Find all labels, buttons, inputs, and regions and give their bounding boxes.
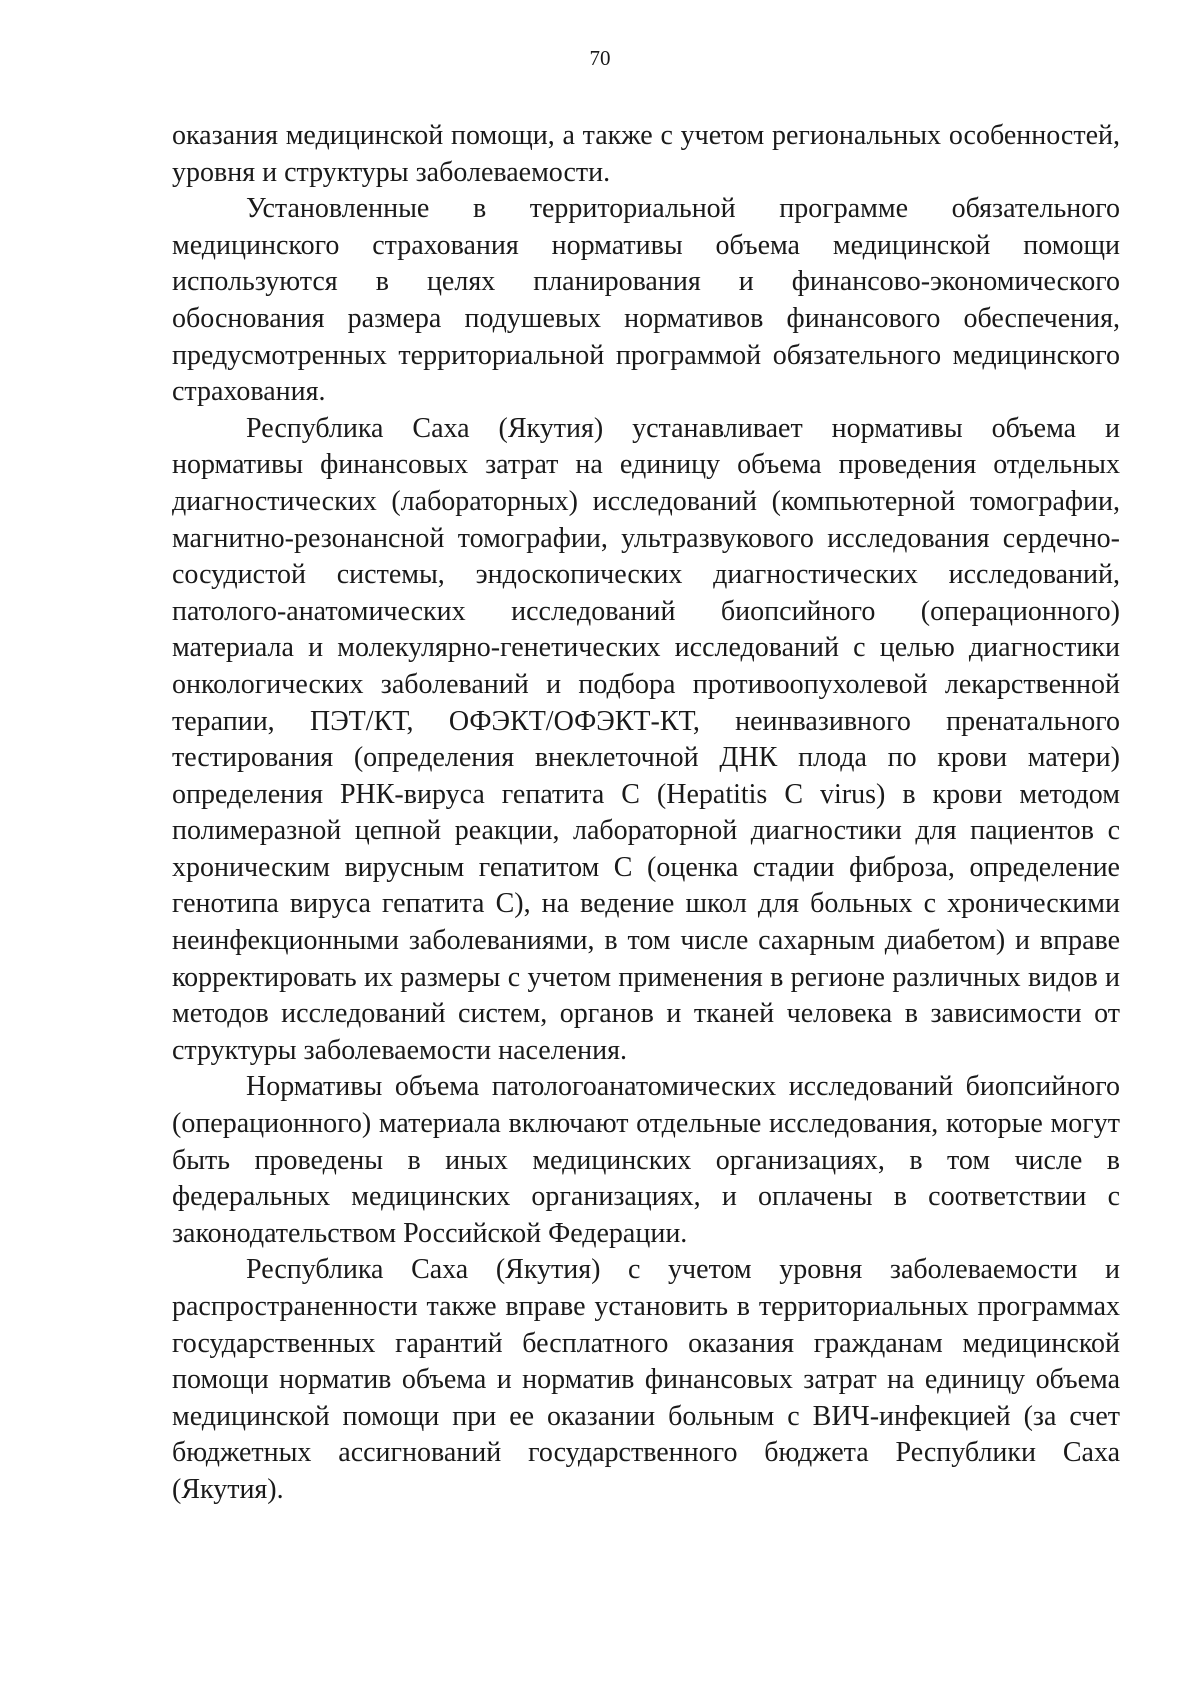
- paragraph-hiv-care: Республика Саха (Якутия) с учетом уровня заболеваемости и распространенности также вправе установить в территориальных программах государственных гарантий бесплатного оказания гражданам медицинской помощи норматив объема и норматив финансовых затрат на единицу объема медицинской помощи при ее оказании больным с ВИЧ-инфекцией (за счет бюджетных ассигнований государственного бюджета Республики Саха (Якутия).: [172, 1254, 1120, 1505]
- document-body: [172, 118, 1120, 1509]
- paragraph-diagnostic-studies: Республика Саха (Якутия) устанавливает нормативы объема и нормативы финансовых затрат на единицу объема проведения отдельных диагностических (лабораторных) исследований (компьютерной томографии, магнитно-резонансной томографии, ультразвукового исследования сердечно-сосудистой системы, эндоскопических диагностических исследований, патолого-анатомических исследований биопсийного (операционного) материала и молекулярно-генетических исследований с целью диагностики онкологических заболеваний и подбора противоопухолевой лекарственной терапии, ПЭТ/КТ, ОФЭКТ/ОФЭКТ-КТ, неинвазивного пренатального тестирования (определения внеклеточной ДНК плода по крови матери) определения РНК-вируса гепатита С (Hepatitis C virus) в крови методом полимеразной цепной реакции, лабораторной диагностики для пациентов с хроническим вирусным гепатитом С (оценка стадии фиброза, определение генотипа вируса гепатита С), на ведение школ для больных с хроническими неинфекционными заболеваниями, в том числе сахарным диабетом) и вправе корректировать их размеры с учетом применения в регионе различных видов и методов исследований систем, органов и тканей человека в зависимости от структуры заболеваемости населения.: [172, 412, 1120, 1066]
- paragraph-continuation: оказания медицинской помощи, а также с учетом региональных особенностей, уровня и структуры заболеваемости.: [172, 120, 1120, 188]
- paragraph-pathology-studies: Нормативы объема патологоанатомических исследований биопсийного (операционного) материала включают отдельные исследования, которые могут быть проведены в иных медицинских организациях, в том числе в федеральных медицинских организациях, и оплачены в соответствии с законодательством Российской Федерации.: [172, 1071, 1120, 1249]
- paragraph-oms-normatives: Установленные в территориальной программе обязательного медицинского страхования нормативы объема медицинской помощи используются в целях планирования и финансово-экономического обоснования размера подушевых нормативов финансового обеспечения, предусмотренных территориальной программой обязательного медицинского страхования.: [172, 193, 1120, 408]
- page-number: 70: [589, 46, 611, 70]
